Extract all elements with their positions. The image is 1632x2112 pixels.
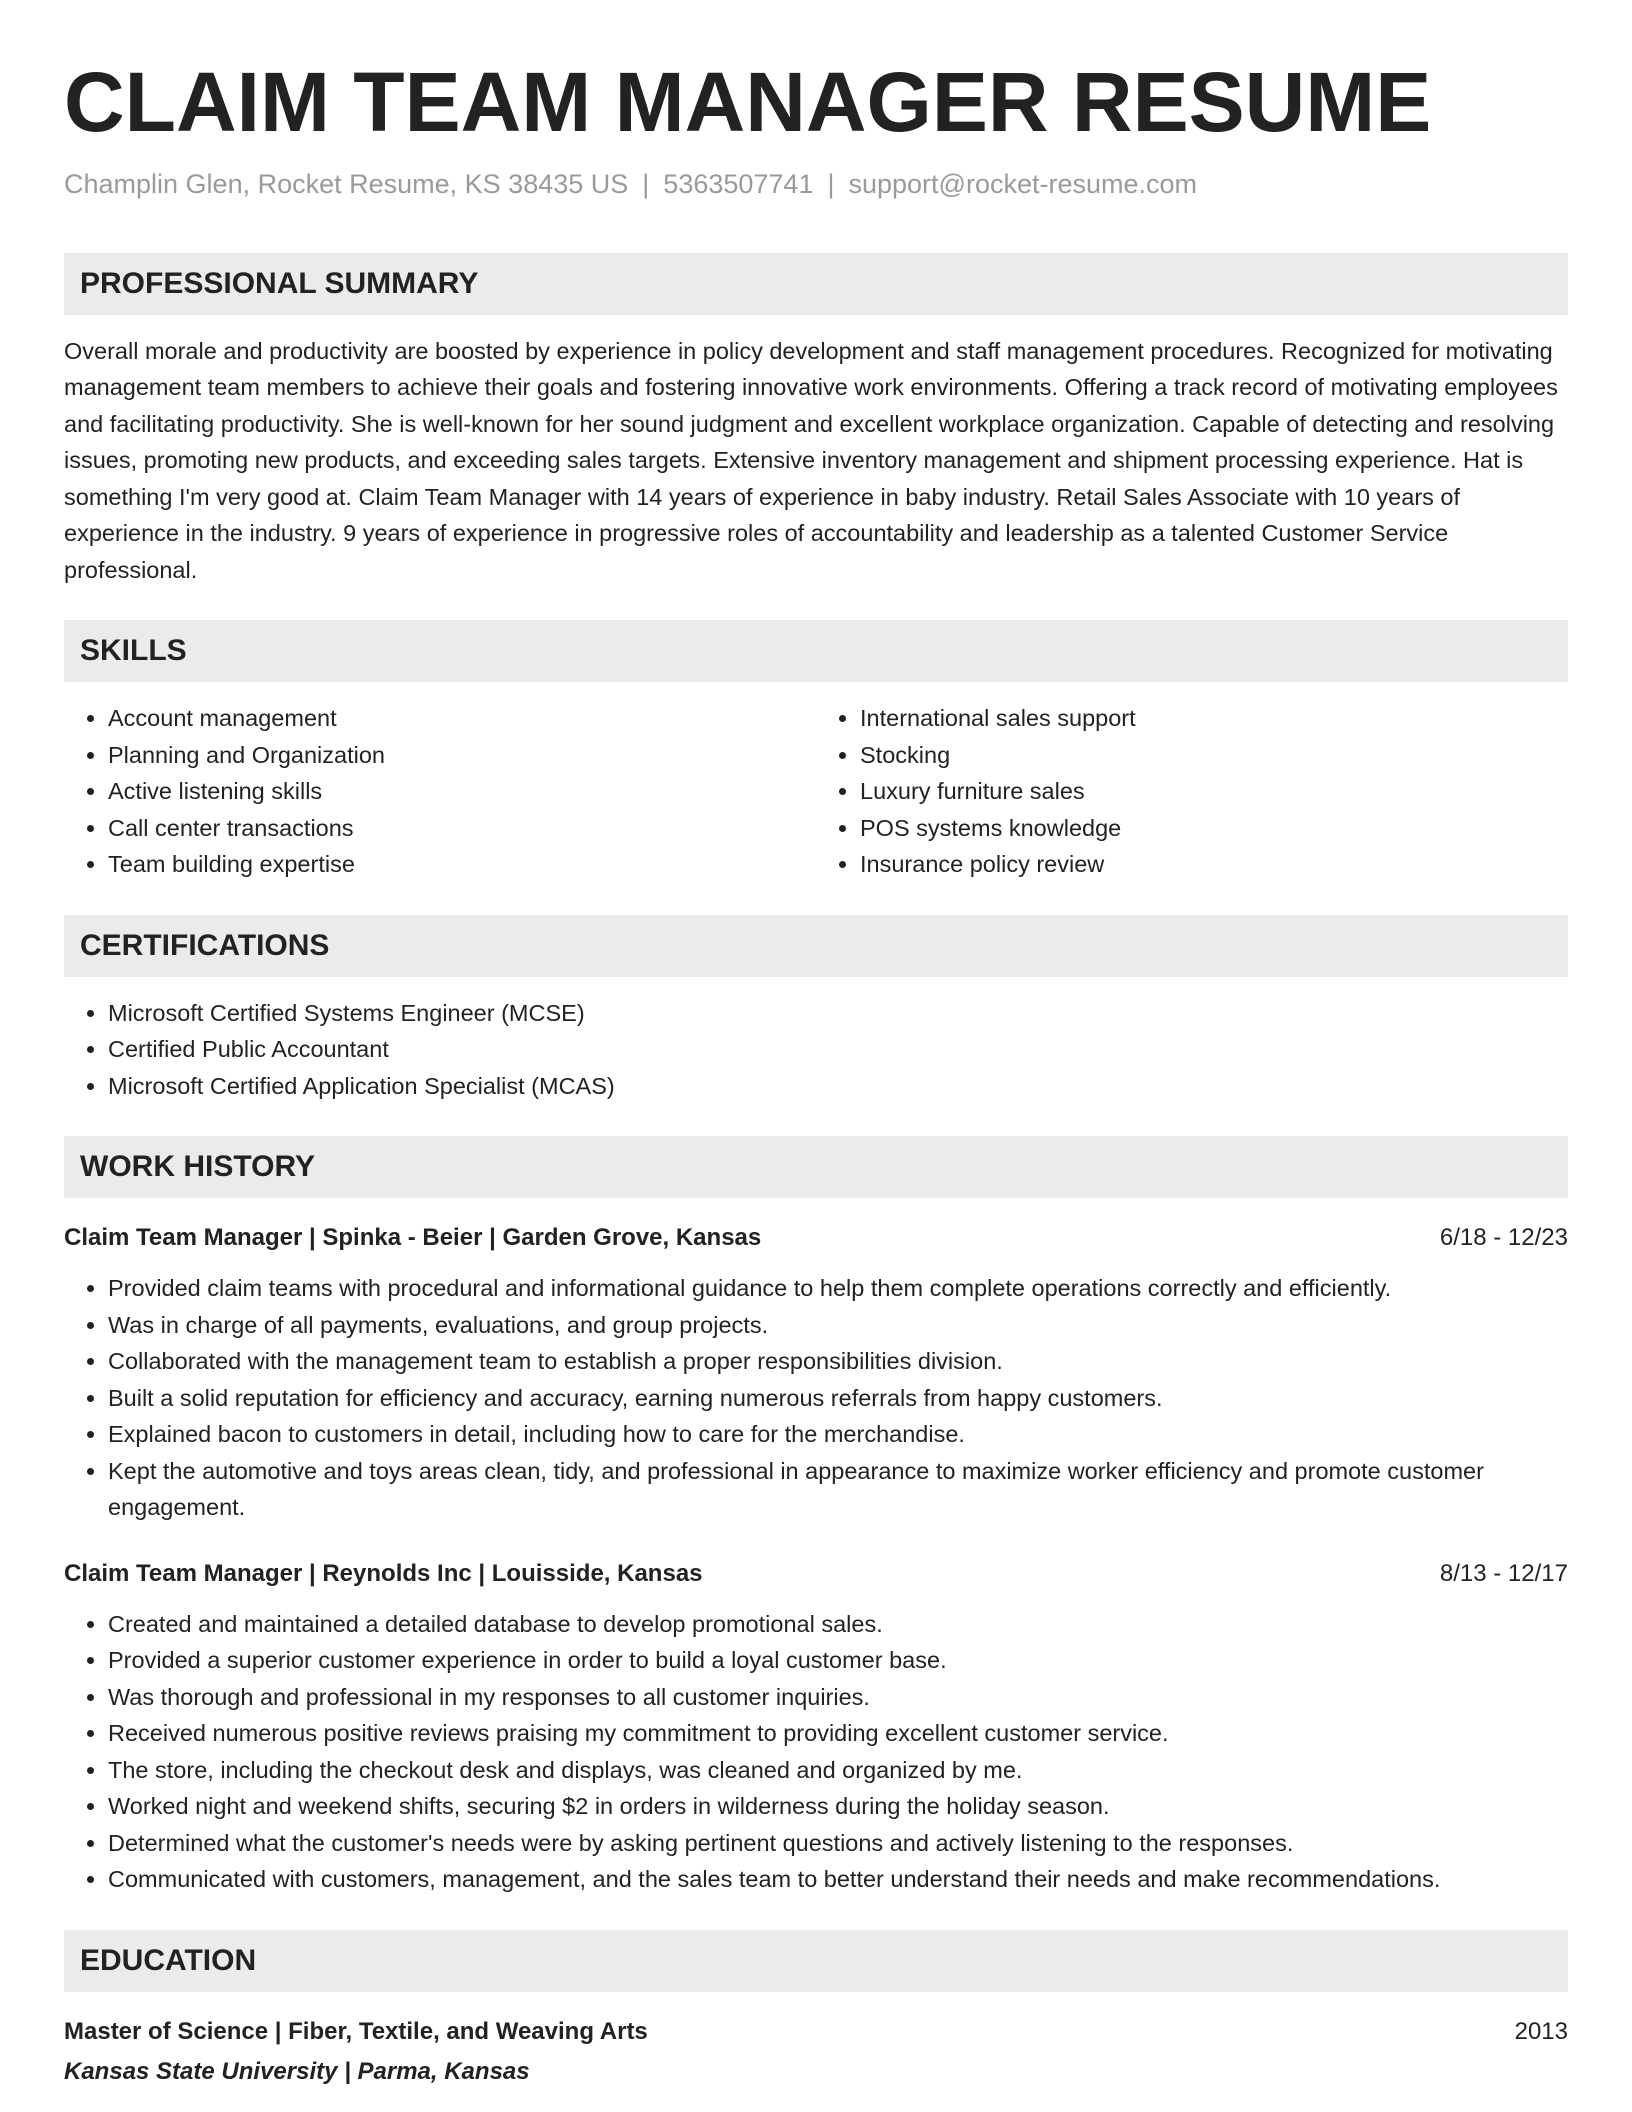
job-dates: 8/13 - 12/17 — [1439, 1559, 1568, 1587]
contact-address: Champlin Glen, Rocket Resume, KS 38435 US — [64, 169, 629, 200]
job-entry — [64, 1220, 1568, 1526]
job-bullet: • Built a solid reputation for efficiency and accuracy, earning numerous referrals from happy customers. — [108, 1380, 1568, 1417]
skill-item: • International sales support — [860, 700, 1568, 737]
education-degree: Master of Science | Fiber, Textile, and Weaving Arts — [64, 2017, 648, 2045]
skills-column-right — [816, 700, 1568, 883]
job-bullet: • Determined what the customer's needs were by asking pertinent questions and actively listening to the responses. — [108, 1825, 1568, 1862]
job-bullet: • Communicated with customers, management, and the sales team to better understand their needs and make recommendations. — [108, 1861, 1568, 1898]
education-year: 2013 — [1514, 2017, 1568, 2045]
skill-item: • Insurance policy review — [860, 846, 1568, 883]
job-bullet: • Provided a superior customer experience in order to build a loyal customer base. — [108, 1642, 1568, 1679]
section-header-summary: PROFESSIONAL SUMMARY — [64, 253, 1568, 315]
certification-item: • Microsoft Certified Application Specialist (MCAS) — [108, 1068, 1568, 1105]
skills-list — [64, 700, 1568, 883]
section-header-skills: SKILLS — [64, 620, 1568, 682]
section-header-certifications: CERTIFICATIONS — [64, 915, 1568, 977]
skill-item: • Active listening skills — [108, 773, 816, 810]
job-bullet: • Was in charge of all payments, evaluations, and group projects. — [108, 1307, 1568, 1344]
job-bullet: • Provided claim teams with procedural and informational guidance to help them complete operations correctly and efficiently. — [108, 1270, 1568, 1307]
job-bullet: • Kept the automotive and toys areas clean, tidy, and professional in appearance to maximize worker efficiency and promote customer engagement. — [108, 1453, 1568, 1526]
job-dates: 6/18 - 12/23 — [1439, 1224, 1568, 1252]
skill-item: • Team building expertise — [108, 846, 816, 883]
certification-item: • Microsoft Certified Systems Engineer (MCSE) — [108, 995, 1568, 1032]
job-bullet: • The store, including the checkout desk and displays, was cleaned and organized by me. — [108, 1752, 1568, 1789]
job-entry — [64, 1556, 1568, 1898]
job-bullet: • Collaborated with the management team to establish a proper responsibilities division. — [108, 1343, 1568, 1380]
skill-item: • Planning and Organization — [108, 737, 816, 774]
job-title: Claim Team Manager | Spinka - Beier | Garden Grove, Kansas — [64, 1224, 762, 1252]
certification-item: • Certified Public Accountant — [108, 1031, 1568, 1068]
section-header-education: EDUCATION — [64, 1930, 1568, 1992]
skills-column-left — [64, 700, 816, 883]
contact-email: support@rocket-resume.com — [848, 169, 1198, 200]
job-bullet: • Was thorough and professional in my responses to all customer inquiries. — [108, 1679, 1568, 1716]
contact-line — [64, 168, 1568, 200]
summary-text: Overall morale and productivity are boosted by experience in policy development and staff management procedures. Recognized for motivating management team members to achieve their goals and fostering innovative work environments. Offering a track record of motivating employees and facilitating productivity. She is well-known for her sound judgment and excellent workplace organization. Capable of detecting and resolving issues, promoting new products, and exceeding sales targets. Extensive inventory management and shipment processing experience. Hat is something I'm very good at. Claim Team Manager with 14 years of experience in baby industry. Retail Sales Associate with 10 years of experience in the industry. 9 years of experience in progressive roles of accountability and leadership as a talented Customer Service professional. — [64, 337, 1558, 583]
job-header — [64, 1556, 1568, 1592]
contact-separator: | — [827, 169, 835, 200]
job-bullet: • Worked night and weekend shifts, securing $2 in orders in wilderness during the holiday season. — [108, 1788, 1568, 1825]
section-header-work-history: WORK HISTORY — [64, 1136, 1568, 1198]
contact-separator: | — [642, 169, 650, 200]
certifications-list — [64, 995, 1568, 1105]
job-bullet-list — [64, 1606, 1568, 1898]
contact-phone: 5363507741 — [663, 169, 814, 200]
skill-item: • Luxury furniture sales — [860, 773, 1568, 810]
skill-item: • Account management — [108, 700, 816, 737]
education-school: Kansas State University | Parma, Kansas — [64, 2057, 530, 2085]
education-header — [64, 2014, 1568, 2050]
job-bullet: • Explained bacon to customers in detail, including how to care for the merchandise. — [108, 1416, 1568, 1453]
skill-item: • Call center transactions — [108, 810, 816, 847]
job-bullet: • Created and maintained a detailed database to develop promotional sales. — [108, 1606, 1568, 1643]
page-title: CLAIM TEAM MANAGER RESUME — [64, 55, 1432, 149]
job-title: Claim Team Manager | Reynolds Inc | Louisside, Kansas — [64, 1559, 703, 1587]
skill-item: • Stocking — [860, 737, 1568, 774]
job-header — [64, 1220, 1568, 1256]
skill-item: • POS systems knowledge — [860, 810, 1568, 847]
job-bullet-list — [64, 1270, 1568, 1526]
job-bullet: • Received numerous positive reviews praising my commitment to providing excellent customer service. — [108, 1715, 1568, 1752]
